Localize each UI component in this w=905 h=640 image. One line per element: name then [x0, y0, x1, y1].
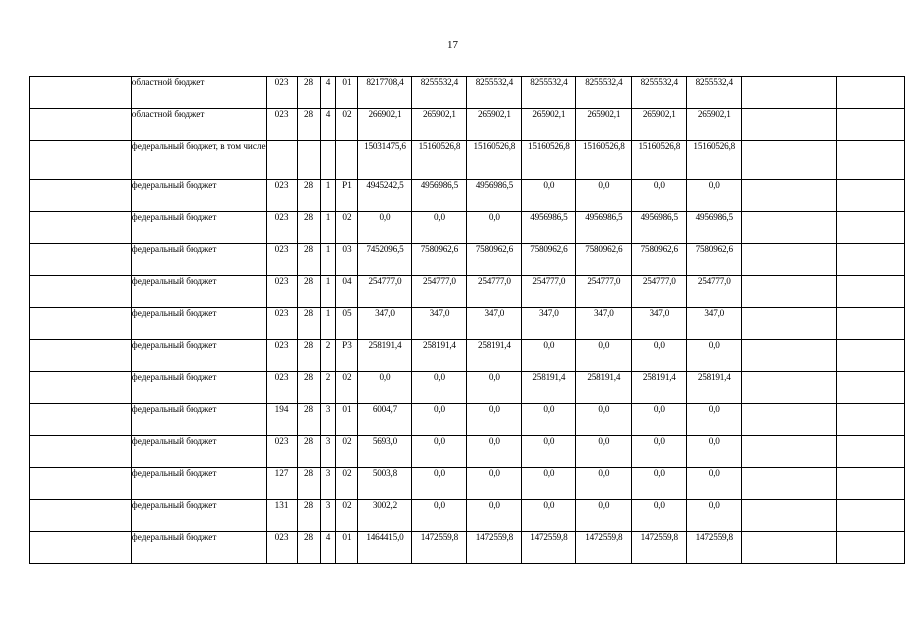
blank-cell [837, 109, 905, 141]
code-cell: 01 [336, 404, 358, 436]
value-cell: 0,0 [412, 500, 467, 532]
value-cell: 4956986,5 [467, 180, 522, 212]
code-cell: 02 [336, 468, 358, 500]
value-cell: 8255532,4 [687, 77, 742, 109]
blank-cell [742, 436, 837, 468]
table-row [30, 141, 905, 180]
blank-cell [837, 404, 905, 436]
code-cell: P3 [336, 340, 358, 372]
code-cell: 28 [297, 180, 320, 212]
blank-cell [742, 180, 837, 212]
code-cell: 28 [297, 372, 320, 404]
value-cell: 7580962,6 [412, 244, 467, 276]
blank-cell [742, 276, 837, 308]
value-cell: 254777,0 [687, 276, 742, 308]
blank-cell [837, 372, 905, 404]
source-label: областной бюджет [131, 109, 266, 141]
value-cell: 7580962,6 [687, 244, 742, 276]
source-label: федеральный бюджет [131, 532, 266, 564]
blank-cell [837, 500, 905, 532]
value-cell: 8255532,4 [522, 77, 576, 109]
code-cell: 28 [297, 436, 320, 468]
code-cell: 023 [266, 77, 297, 109]
value-cell: 4956986,5 [632, 212, 687, 244]
code-cell: 023 [266, 372, 297, 404]
blank-cell [837, 340, 905, 372]
value-cell: 1472559,8 [632, 532, 687, 564]
value-cell: 15160526,8 [467, 141, 522, 180]
value-cell: 0,0 [687, 404, 742, 436]
blank-cell [30, 276, 132, 308]
code-cell: 28 [297, 212, 320, 244]
blank-cell [742, 500, 837, 532]
value-cell: 1472559,8 [412, 532, 467, 564]
value-cell: 0,0 [467, 468, 522, 500]
blank-cell [30, 500, 132, 532]
code-cell: 2 [320, 372, 336, 404]
value-cell: 1472559,8 [522, 532, 576, 564]
value-cell: 347,0 [467, 308, 522, 340]
value-cell: 254777,0 [522, 276, 576, 308]
value-cell: 1472559,8 [467, 532, 522, 564]
code-cell: 04 [336, 276, 358, 308]
blank-cell [742, 141, 837, 180]
code-cell: 05 [336, 308, 358, 340]
value-cell: 15160526,8 [632, 141, 687, 180]
blank-cell [742, 340, 837, 372]
value-cell: 8255532,4 [467, 77, 522, 109]
value-cell: 0,0 [412, 436, 467, 468]
value-cell: 0,0 [522, 436, 576, 468]
value-cell: 265902,1 [412, 109, 467, 141]
table-row [30, 436, 905, 468]
blank-cell [837, 436, 905, 468]
value-cell: 258191,4 [358, 340, 412, 372]
code-cell: 023 [266, 180, 297, 212]
value-cell: 258191,4 [412, 340, 467, 372]
code-cell: 02 [336, 372, 358, 404]
blank-cell [837, 276, 905, 308]
value-cell: 0,0 [576, 404, 632, 436]
value-cell: 0,0 [522, 404, 576, 436]
table-row [30, 500, 905, 532]
value-cell: 347,0 [412, 308, 467, 340]
code-cell: 3 [320, 404, 336, 436]
value-cell: 258191,4 [522, 372, 576, 404]
blank-cell [837, 141, 905, 180]
value-cell: 0,0 [576, 500, 632, 532]
source-label: федеральный бюджет [131, 212, 266, 244]
code-cell [320, 141, 336, 180]
value-cell: 0,0 [576, 180, 632, 212]
value-cell: 8217708,4 [358, 77, 412, 109]
blank-cell [742, 109, 837, 141]
blank-cell [30, 340, 132, 372]
code-cell [297, 141, 320, 180]
value-cell: 1472559,8 [576, 532, 632, 564]
value-cell: 0,0 [467, 500, 522, 532]
value-cell: 7580962,6 [467, 244, 522, 276]
value-cell: 4956986,5 [687, 212, 742, 244]
value-cell: 0,0 [687, 468, 742, 500]
value-cell: 8255532,4 [576, 77, 632, 109]
code-cell: 28 [297, 109, 320, 141]
code-cell: 28 [297, 244, 320, 276]
code-cell: 02 [336, 109, 358, 141]
blank-cell [742, 308, 837, 340]
source-label: федеральный бюджет [131, 308, 266, 340]
value-cell: 0,0 [687, 436, 742, 468]
code-cell: 023 [266, 340, 297, 372]
table-row [30, 77, 905, 109]
value-cell: 15031475,6 [358, 141, 412, 180]
value-cell: 0,0 [632, 404, 687, 436]
source-label: федеральный бюджет [131, 372, 266, 404]
page-number: 17 [447, 39, 458, 51]
code-cell: 127 [266, 468, 297, 500]
source-label: федеральный бюджет [131, 244, 266, 276]
value-cell: 4956986,5 [522, 212, 576, 244]
code-cell: 01 [336, 77, 358, 109]
value-cell: 15160526,8 [522, 141, 576, 180]
code-cell: 28 [297, 500, 320, 532]
value-cell: 266902,1 [358, 109, 412, 141]
table-row [30, 244, 905, 276]
value-cell: 1472559,8 [687, 532, 742, 564]
table-body [30, 77, 905, 564]
code-cell: 03 [336, 244, 358, 276]
code-cell: 023 [266, 532, 297, 564]
value-cell: 4956986,5 [412, 180, 467, 212]
code-cell: 28 [297, 340, 320, 372]
blank-cell [837, 77, 905, 109]
blank-cell [742, 244, 837, 276]
table-row [30, 276, 905, 308]
code-cell: 02 [336, 500, 358, 532]
value-cell: 0,0 [412, 468, 467, 500]
value-cell: 0,0 [522, 468, 576, 500]
source-label: федеральный бюджет [131, 276, 266, 308]
value-cell: 0,0 [358, 372, 412, 404]
blank-cell [30, 77, 132, 109]
value-cell: 0,0 [632, 436, 687, 468]
code-cell: 28 [297, 276, 320, 308]
value-cell: 8255532,4 [412, 77, 467, 109]
value-cell: 258191,4 [632, 372, 687, 404]
code-cell: 1 [320, 276, 336, 308]
value-cell: 0,0 [522, 340, 576, 372]
source-label: федеральный бюджет [131, 404, 266, 436]
blank-cell [742, 212, 837, 244]
blank-cell [837, 244, 905, 276]
value-cell: 254777,0 [358, 276, 412, 308]
value-cell: 265902,1 [467, 109, 522, 141]
value-cell: 7580962,6 [522, 244, 576, 276]
code-cell [336, 141, 358, 180]
code-cell [266, 141, 297, 180]
source-label: федеральный бюджет [131, 500, 266, 532]
blank-cell [30, 141, 132, 180]
code-cell: 28 [297, 468, 320, 500]
value-cell: 265902,1 [632, 109, 687, 141]
value-cell: 258191,4 [576, 372, 632, 404]
blank-cell [30, 372, 132, 404]
code-cell: 194 [266, 404, 297, 436]
value-cell: 347,0 [358, 308, 412, 340]
blank-cell [742, 404, 837, 436]
blank-cell [837, 308, 905, 340]
value-cell: 0,0 [467, 372, 522, 404]
table-row [30, 532, 905, 564]
value-cell: 265902,1 [576, 109, 632, 141]
value-cell: 265902,1 [687, 109, 742, 141]
value-cell: 258191,4 [687, 372, 742, 404]
value-cell: 0,0 [632, 340, 687, 372]
blank-cell [742, 372, 837, 404]
code-cell: 1 [320, 308, 336, 340]
budget-table [29, 76, 905, 564]
code-cell: 023 [266, 212, 297, 244]
value-cell: 0,0 [687, 500, 742, 532]
table-row [30, 372, 905, 404]
value-cell: 0,0 [467, 436, 522, 468]
value-cell: 15160526,8 [412, 141, 467, 180]
code-cell: P1 [336, 180, 358, 212]
value-cell: 0,0 [412, 212, 467, 244]
blank-cell [742, 77, 837, 109]
table-row [30, 212, 905, 244]
blank-cell [30, 212, 132, 244]
value-cell: 4945242,5 [358, 180, 412, 212]
blank-cell [837, 468, 905, 500]
value-cell: 347,0 [522, 308, 576, 340]
value-cell: 347,0 [632, 308, 687, 340]
code-cell: 023 [266, 276, 297, 308]
code-cell: 28 [297, 77, 320, 109]
value-cell: 0,0 [632, 468, 687, 500]
value-cell: 0,0 [576, 468, 632, 500]
blank-cell [837, 180, 905, 212]
code-cell: 4 [320, 77, 336, 109]
table-row [30, 308, 905, 340]
code-cell: 02 [336, 212, 358, 244]
value-cell: 0,0 [522, 500, 576, 532]
code-cell: 1 [320, 212, 336, 244]
code-cell: 3 [320, 436, 336, 468]
table-row [30, 109, 905, 141]
code-cell: 3 [320, 500, 336, 532]
code-cell: 3 [320, 468, 336, 500]
value-cell: 0,0 [358, 212, 412, 244]
value-cell: 0,0 [687, 180, 742, 212]
value-cell: 0,0 [467, 404, 522, 436]
source-label: областной бюджет [131, 77, 266, 109]
code-cell: 131 [266, 500, 297, 532]
code-cell: 4 [320, 532, 336, 564]
value-cell: 5693,0 [358, 436, 412, 468]
value-cell: 0,0 [632, 500, 687, 532]
source-label: федеральный бюджет [131, 436, 266, 468]
blank-cell [30, 180, 132, 212]
value-cell: 1464415,0 [358, 532, 412, 564]
code-cell: 2 [320, 340, 336, 372]
value-cell: 0,0 [412, 404, 467, 436]
value-cell: 0,0 [576, 436, 632, 468]
blank-cell [30, 532, 132, 564]
table-row [30, 468, 905, 500]
code-cell: 4 [320, 109, 336, 141]
table-row [30, 180, 905, 212]
value-cell: 0,0 [412, 372, 467, 404]
table-row [30, 340, 905, 372]
value-cell: 347,0 [576, 308, 632, 340]
value-cell: 0,0 [576, 340, 632, 372]
value-cell: 4956986,5 [576, 212, 632, 244]
value-cell: 8255532,4 [632, 77, 687, 109]
value-cell: 6004,7 [358, 404, 412, 436]
value-cell: 254777,0 [576, 276, 632, 308]
value-cell: 3002,2 [358, 500, 412, 532]
value-cell: 347,0 [687, 308, 742, 340]
value-cell: 15160526,8 [576, 141, 632, 180]
value-cell: 254777,0 [467, 276, 522, 308]
value-cell: 7452096,5 [358, 244, 412, 276]
source-label: федеральный бюджет [131, 340, 266, 372]
code-cell: 28 [297, 532, 320, 564]
value-cell: 0,0 [467, 212, 522, 244]
code-cell: 023 [266, 109, 297, 141]
blank-cell [30, 308, 132, 340]
value-cell: 7580962,6 [632, 244, 687, 276]
blank-cell [742, 532, 837, 564]
table-row [30, 404, 905, 436]
blank-cell [30, 109, 132, 141]
code-cell: 023 [266, 436, 297, 468]
blank-cell [742, 468, 837, 500]
blank-cell [30, 404, 132, 436]
code-cell: 023 [266, 308, 297, 340]
blank-cell [30, 436, 132, 468]
blank-cell [30, 468, 132, 500]
value-cell: 254777,0 [632, 276, 687, 308]
value-cell: 258191,4 [467, 340, 522, 372]
code-cell: 023 [266, 244, 297, 276]
value-cell: 15160526,8 [687, 141, 742, 180]
code-cell: 28 [297, 308, 320, 340]
value-cell: 0,0 [632, 180, 687, 212]
blank-cell [30, 244, 132, 276]
value-cell: 5003,8 [358, 468, 412, 500]
code-cell: 1 [320, 180, 336, 212]
source-label: федеральный бюджет [131, 468, 266, 500]
code-cell: 1 [320, 244, 336, 276]
code-cell: 28 [297, 404, 320, 436]
code-cell: 01 [336, 532, 358, 564]
blank-cell [837, 532, 905, 564]
value-cell: 254777,0 [412, 276, 467, 308]
source-label: федеральный бюджет, в том числе [131, 141, 266, 180]
value-cell: 265902,1 [522, 109, 576, 141]
value-cell: 7580962,6 [576, 244, 632, 276]
code-cell: 02 [336, 436, 358, 468]
blank-cell [837, 212, 905, 244]
value-cell: 0,0 [522, 180, 576, 212]
value-cell: 0,0 [687, 340, 742, 372]
source-label: федеральный бюджет [131, 180, 266, 212]
